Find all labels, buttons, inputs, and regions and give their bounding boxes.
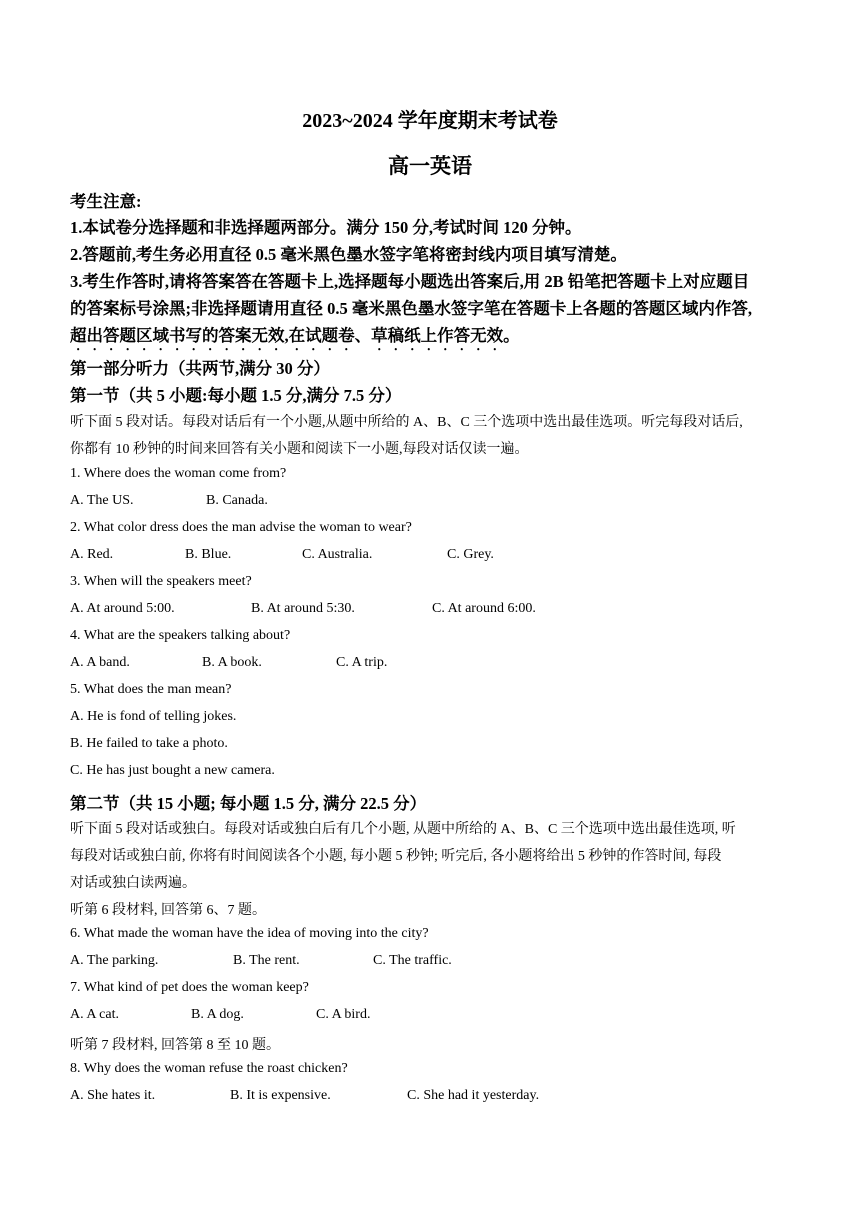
notice-item: 2.答题前,考生务必用直径 0.5 毫米黑色墨水签字笔将密封线内项目填写清楚。 <box>70 245 627 264</box>
part1-heading: 第一部分听力（共两节,满分 30 分） <box>70 359 330 378</box>
option-c[interactable]: C. The traffic. <box>373 953 452 968</box>
option-c-extra[interactable]: C. Grey. <box>447 547 494 562</box>
question-7: 7. What kind of pet does the woman keep? <box>70 980 309 995</box>
option-a[interactable]: A. A band. <box>70 655 130 670</box>
option-b[interactable]: B. It is expensive. <box>230 1088 331 1103</box>
question-4: 4. What are the speakers talking about? <box>70 628 291 643</box>
section1-instructions: 听下面 5 段对话。每段对话后有一个小题,从题中所给的 A、B、C 三个选项中选出最佳选项。听完每段对话后, <box>70 415 743 430</box>
notice-item-emphasized: 超出答题区域书写的答案无效,在试题卷、草稿纸上作答无效。 <box>70 326 520 345</box>
option-b[interactable]: B. Canada. <box>206 493 268 508</box>
option-b[interactable]: B. The rent. <box>233 953 300 968</box>
question-5: 5. What does the man mean? <box>70 682 232 697</box>
notice-item: 的答案标号涂黑;非选择题请用直径 0.5 毫米黑色墨水签字笔在答题卡上各题的答题区域内作答, <box>70 299 752 318</box>
option-b[interactable]: B. He failed to take a photo. <box>70 736 228 751</box>
option-b[interactable]: B. At around 5:30. <box>251 601 355 616</box>
page-subtitle: 高一英语 <box>388 154 472 178</box>
notice-item: 1.本试卷分选择题和非选择题两部分。满分 150 分,考试时间 120 分钟。 <box>70 218 582 237</box>
section1-heading: 第一节（共 5 小题:每小题 1.5 分,满分 7.5 分） <box>70 386 402 405</box>
option-a[interactable]: A. A cat. <box>70 1007 119 1022</box>
section2-instructions: 每段对话或独白前, 你将有时间阅读各个小题, 每小题 5 秒钟; 听完后, 各小题将给出 5 秒钟的作答时间, 每段 <box>70 849 722 864</box>
section2-instructions: 对话或独白读两遍。 <box>70 876 196 891</box>
notice-item: 3.考生作答时,请将答案答在答题卡上,选择题每小题选出答案后,用 2B 铅笔把答题卡上对应题目 <box>70 272 750 291</box>
option-c[interactable]: C. He has just bought a new camera. <box>70 763 275 778</box>
option-b[interactable]: B. A dog. <box>191 1007 244 1022</box>
section2-heading: 第二节（共 15 小题; 每小题 1.5 分, 满分 22.5 分） <box>70 794 427 813</box>
option-c[interactable]: C. At around 6:00. <box>432 601 536 616</box>
option-c[interactable]: C. A bird. <box>316 1007 371 1022</box>
option-a[interactable]: A. Red. <box>70 547 114 562</box>
material-7-note: 听第 7 段材料, 回答第 8 至 10 题。 <box>70 1038 280 1053</box>
option-c[interactable]: C. Australia. <box>302 547 373 562</box>
page-title: 2023~2024 学年度期末考试卷 <box>302 110 558 132</box>
question-8: 8. Why does the woman refuse the roast chicken? <box>70 1061 348 1076</box>
option-b[interactable]: B. A book. <box>202 655 262 670</box>
section1-instructions: 你都有 10 秒钟的时间来回答有关小题和阅读下一小题,每段对话仅读一遍。 <box>70 442 529 457</box>
question-1: 1. Where does the woman come from? <box>70 466 287 481</box>
option-a[interactable]: A. At around 5:00. <box>70 601 175 616</box>
question-2: 2. What color dress does the man advise the woman to wear? <box>70 520 412 535</box>
option-c[interactable]: C. She had it yesterday. <box>407 1088 540 1103</box>
notice-heading: 考生注意: <box>70 192 142 211</box>
option-a[interactable]: A. The US. <box>70 493 134 508</box>
option-c[interactable]: C. A trip. <box>336 655 388 670</box>
option-a[interactable]: A. The parking. <box>70 953 159 968</box>
material-6-note: 听第 6 段材料, 回答第 6、7 题。 <box>70 903 266 918</box>
option-a[interactable]: A. He is fond of telling jokes. <box>70 709 237 724</box>
question-6: 6. What made the woman have the idea of moving into the city? <box>70 926 429 941</box>
section2-instructions: 听下面 5 段对话或独白。每段对话或独白后有几个小题, 从题中所给的 A、B、C 三个选项中选出最佳选项, 听 <box>70 822 736 837</box>
option-a[interactable]: A. She hates it. <box>70 1088 156 1103</box>
option-b[interactable]: B. Blue. <box>185 547 232 562</box>
question-3: 3. When will the speakers meet? <box>70 574 252 589</box>
